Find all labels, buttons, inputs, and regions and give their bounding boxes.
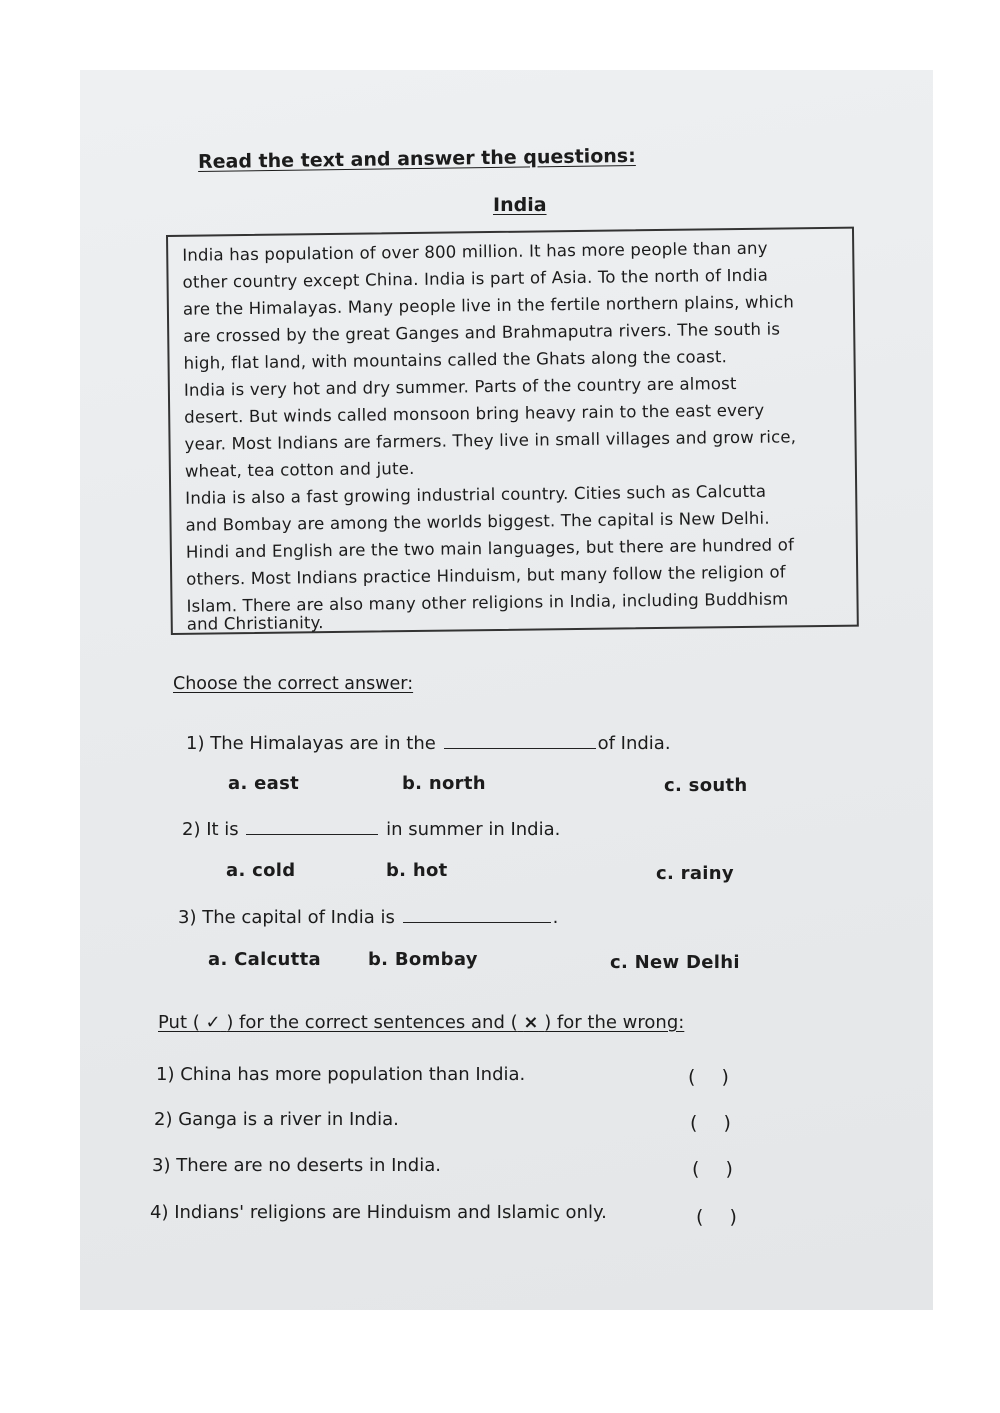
question-text-end: of India. bbox=[597, 733, 671, 754]
question-number: 2) bbox=[182, 819, 201, 840]
question-text: It is bbox=[206, 819, 239, 840]
cross-mark-icon: × bbox=[523, 1012, 539, 1033]
heading-part: ) for the correct sentences and ( bbox=[226, 1012, 518, 1033]
answer-parentheses[interactable]: ( ) bbox=[692, 1158, 743, 1180]
option-b[interactable]: b. Bombay bbox=[368, 949, 478, 970]
heading-part: ) for the wrong: bbox=[544, 1012, 685, 1033]
passage-line: others. Most Indians practice Hinduism, but many follow the religion of bbox=[186, 562, 786, 589]
worksheet-page bbox=[80, 70, 933, 1310]
passage-line: and Bombay are among the worlds biggest. The capital is New Delhi. bbox=[185, 508, 770, 535]
question-text: The capital of India is bbox=[202, 907, 395, 928]
question-number: 1) bbox=[186, 733, 205, 754]
option-b[interactable]: b. north bbox=[402, 773, 486, 794]
question-text-end: . bbox=[552, 907, 559, 928]
question-1 bbox=[186, 730, 671, 754]
statement-1: 1) China has more population than India. bbox=[156, 1064, 526, 1085]
answer-parentheses[interactable]: ( ) bbox=[688, 1066, 739, 1088]
passage-line: high, flat land, with mountains called the Ghats along the coast. bbox=[183, 347, 728, 373]
passage-title: India bbox=[493, 194, 547, 216]
passage-line: desert. But winds called monsoon bring heavy rain to the east every bbox=[184, 400, 765, 427]
passage-line: Islam. There are also many other religions in India, including Buddhism bbox=[186, 589, 789, 616]
statement-4: 4) Indians' religions are Hinduism and Islamic only. bbox=[150, 1202, 607, 1223]
passage-line: India is very hot and dry summer. Parts of the country are almost bbox=[183, 374, 737, 400]
heading-part: Put ( bbox=[158, 1012, 200, 1033]
statement-2: 2) Ganga is a river in India. bbox=[154, 1109, 399, 1130]
passage-line: are crossed by the great Ganges and Brahmaputra rivers. The south is bbox=[183, 319, 781, 346]
passage-line: wheat, tea cotton and jute. bbox=[184, 458, 415, 481]
statement-3: 3) There are no deserts in India. bbox=[152, 1155, 441, 1176]
truefalse-heading bbox=[158, 1012, 684, 1033]
answer-parentheses[interactable]: ( ) bbox=[690, 1112, 741, 1134]
passage-line: India is also a fast growing industrial country. Cities such as Calcutta bbox=[185, 481, 767, 508]
answer-parentheses[interactable]: ( ) bbox=[696, 1206, 747, 1228]
check-mark-icon: ✓ bbox=[205, 1012, 221, 1033]
instruction-heading: Read the text and answer the questions: bbox=[197, 144, 636, 174]
option-a[interactable]: a. east bbox=[228, 773, 300, 794]
passage-line: year. Most Indians are farmers. They live in small villages and grow rice, bbox=[184, 427, 797, 454]
passage-line: are the Himalayas. Many people live in the fertile northern plains, which bbox=[182, 292, 795, 319]
option-a[interactable]: a. Calcutta bbox=[208, 949, 321, 970]
question-text: The Himalayas are in the bbox=[210, 733, 436, 754]
question-3 bbox=[178, 904, 558, 928]
passage-line: India has population of over 800 million. It has more people than any bbox=[182, 238, 768, 265]
question-text-end: in summer in India. bbox=[386, 819, 561, 840]
question-2 bbox=[182, 816, 560, 840]
question-number: 3) bbox=[178, 907, 197, 928]
passage-box bbox=[166, 227, 859, 635]
option-c[interactable]: c. New Delhi bbox=[610, 952, 740, 973]
passage-line: and Christianity. bbox=[186, 613, 324, 634]
option-a[interactable]: a. cold bbox=[226, 860, 296, 881]
passage-line: other country except China. India is part of Asia. To the north of India bbox=[182, 265, 769, 292]
answer-blank[interactable] bbox=[246, 816, 378, 835]
answer-blank[interactable] bbox=[403, 904, 551, 923]
option-b[interactable]: b. hot bbox=[386, 860, 448, 881]
answer-blank[interactable] bbox=[444, 730, 596, 749]
option-c[interactable]: c. south bbox=[664, 775, 748, 796]
passage-line: Hindi and English are the two main languages, but there are hundred of bbox=[185, 535, 795, 562]
option-c[interactable]: c. rainy bbox=[656, 863, 734, 884]
choose-heading: Choose the correct answer: bbox=[173, 674, 414, 694]
